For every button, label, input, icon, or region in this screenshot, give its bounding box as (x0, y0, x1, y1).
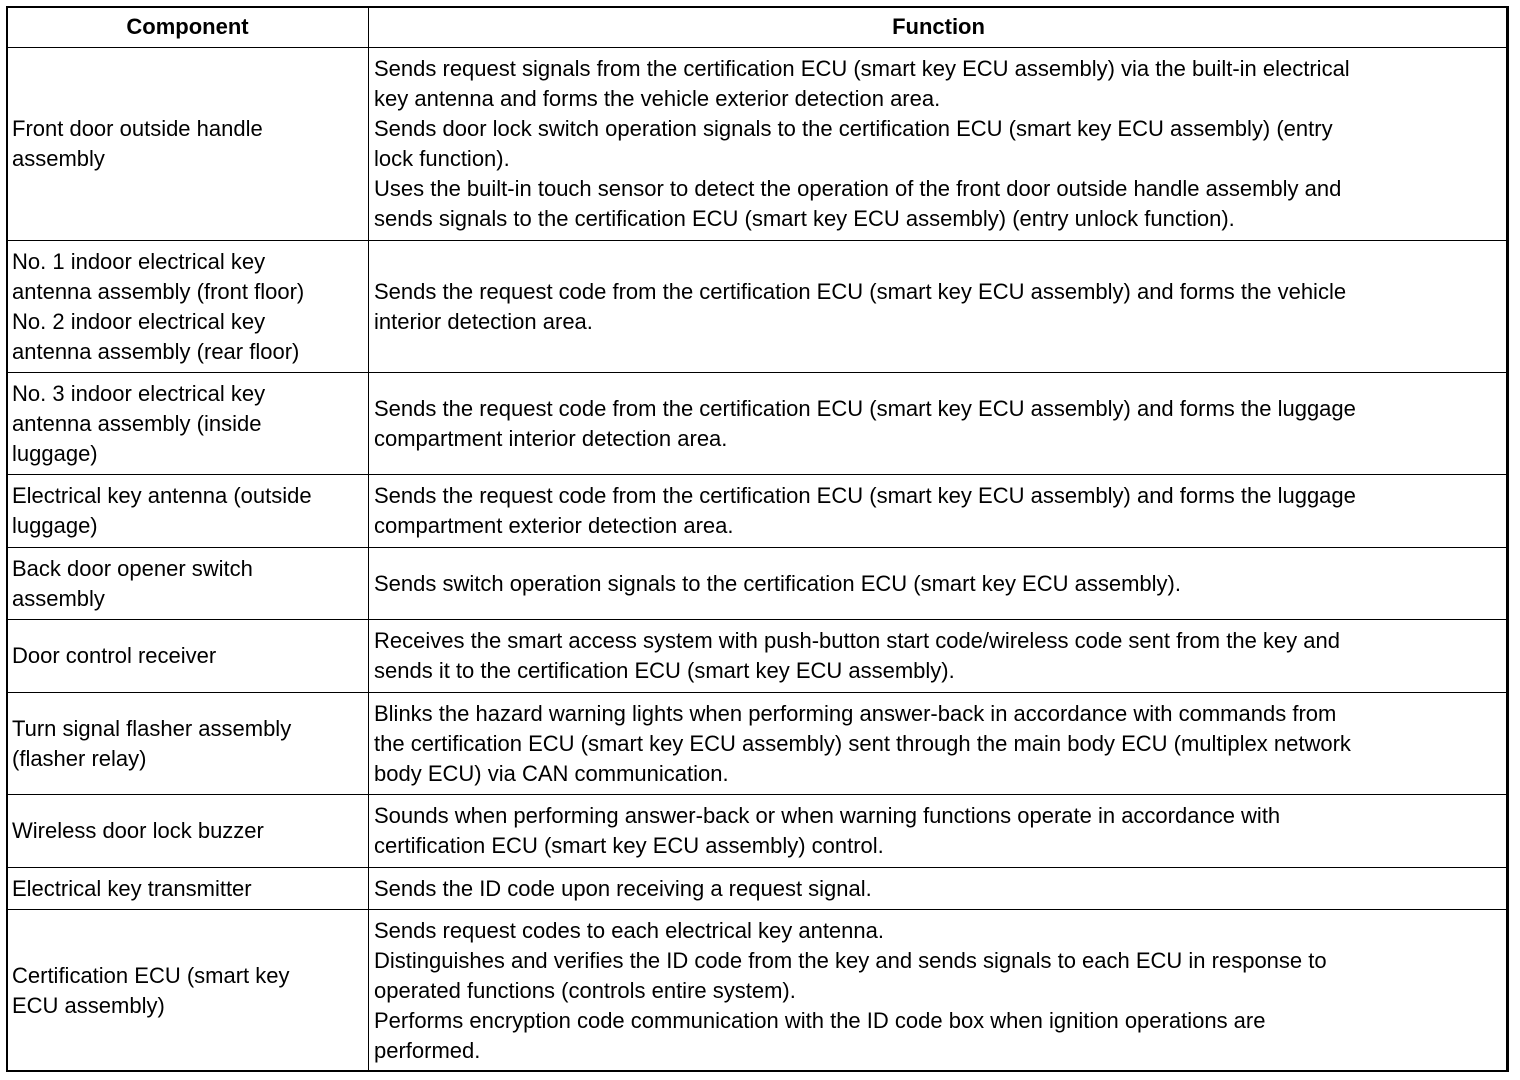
function-cell (369, 868, 1509, 910)
function-line: Sends the request code from the certification ECU (smart key ECU assembly) and forms the luggage (374, 395, 1356, 421)
function-line: key antenna and forms the vehicle exterior detection area. (374, 86, 941, 111)
function-line: Sends the request code from the certification ECU (smart key ECU assembly) and forms the vehicle (374, 278, 1347, 304)
function-line: Sends the ID code upon receiving a request signal. (374, 875, 872, 901)
function-cell (369, 475, 1509, 548)
function-line: performed. (374, 1037, 481, 1063)
component-function-table (6, 6, 1509, 1072)
component-line: Electrical key transmitter (12, 875, 252, 901)
function-cell (369, 48, 1509, 241)
component-line: Door control receiver (12, 643, 217, 668)
function-cell (369, 910, 1509, 1072)
function-line: Distinguishes and verifies the ID code from the key and sends signals to each ECU in response to (374, 947, 1327, 973)
component-cell (7, 693, 369, 795)
table-row (7, 868, 1509, 910)
document-page (6, 6, 1508, 1072)
function-cell (369, 548, 1509, 620)
function-cell (369, 795, 1509, 868)
function-cell (369, 693, 1509, 795)
function-line: Sounds when performing answer-back or when warning functions operate in accordance with (374, 803, 1281, 828)
component-cell (7, 241, 369, 373)
function-line: the certification ECU (smart key ECU assembly) sent through the main body ECU (multiplex network (374, 730, 1351, 756)
table-row (7, 548, 1509, 620)
table-row (7, 910, 1509, 1072)
function-line: Sends the request code from the certification ECU (smart key ECU assembly) and forms the luggage (374, 483, 1356, 508)
component-cell (7, 868, 369, 910)
component-line: No. 2 indoor electrical key (12, 308, 266, 334)
component-line: (flasher relay) (12, 745, 147, 771)
component-cell (7, 910, 369, 1072)
table-row (7, 795, 1509, 868)
component-cell (7, 548, 369, 620)
table-row (7, 241, 1509, 373)
component-line: Front door outside handle (12, 116, 263, 141)
component-cell (7, 620, 369, 693)
function-line: body ECU) via CAN communication. (374, 760, 729, 786)
component-line: Electrical key antenna (outside (12, 483, 312, 508)
table-row (7, 620, 1509, 693)
function-cell (369, 241, 1509, 373)
table-row (7, 693, 1509, 795)
function-cell (369, 620, 1509, 693)
component-line: antenna assembly (front floor) (12, 278, 305, 304)
function-line: Sends door lock switch operation signals to the certification ECU (smart key ECU assembly) (entry (374, 116, 1333, 141)
function-line: lock function). (374, 146, 510, 171)
function-line: compartment exterior detection area. (374, 513, 734, 538)
component-line: assembly (12, 585, 105, 611)
component-cell (7, 48, 369, 241)
function-line: Receives the smart access system with push-button start code/wireless code sent from the key and (374, 628, 1340, 653)
function-line: compartment interior detection area. (374, 425, 728, 451)
function-line: Blinks the hazard warning lights when performing answer-back in accordance with commands from (374, 700, 1337, 726)
function-line: operated functions (controls entire system). (374, 977, 796, 1003)
table-row (7, 373, 1509, 475)
component-line: antenna assembly (rear floor) (12, 338, 300, 364)
function-line: certification ECU (smart key ECU assembly) control. (374, 833, 884, 858)
component-line: No. 3 indoor electrical key (12, 380, 266, 406)
function-line: Performs encryption code communication with the ID code box when ignition operations are (374, 1007, 1266, 1033)
function-line: Uses the built-in touch sensor to detect the operation of the front door outside handle assembly and (374, 176, 1342, 201)
function-cell (369, 373, 1509, 475)
component-cell (7, 795, 369, 868)
component-cell (7, 475, 369, 548)
component-line: Wireless door lock buzzer (12, 818, 264, 843)
table-row (7, 48, 1509, 241)
header-component: Component (7, 7, 369, 48)
component-cell (7, 373, 369, 475)
component-line: Certification ECU (smart key (12, 962, 290, 988)
table-row (7, 475, 1509, 548)
function-line: sends it to the certification ECU (smart key ECU assembly). (374, 658, 955, 683)
component-line: Turn signal flasher assembly (12, 715, 292, 741)
function-line: sends signals to the certification ECU (smart key ECU assembly) (entry unlock function). (374, 206, 1235, 231)
component-line: Back door opener switch (12, 555, 253, 581)
component-line: luggage) (12, 513, 98, 538)
component-line: luggage) (12, 440, 98, 466)
function-line: interior detection area. (374, 308, 593, 334)
component-line: No. 1 indoor electrical key (12, 248, 266, 274)
function-line: Sends request codes to each electrical key antenna. (374, 917, 884, 943)
table-header-row (7, 7, 1509, 48)
component-line: antenna assembly (inside (12, 410, 262, 436)
component-line: assembly (12, 146, 105, 171)
function-line: Sends switch operation signals to the certification ECU (smart key ECU assembly). (374, 570, 1181, 596)
header-function: Function (369, 7, 1509, 48)
function-line: Sends request signals from the certification ECU (smart key ECU assembly) via the built-in electrical (374, 56, 1350, 81)
component-line: ECU assembly) (12, 992, 165, 1018)
